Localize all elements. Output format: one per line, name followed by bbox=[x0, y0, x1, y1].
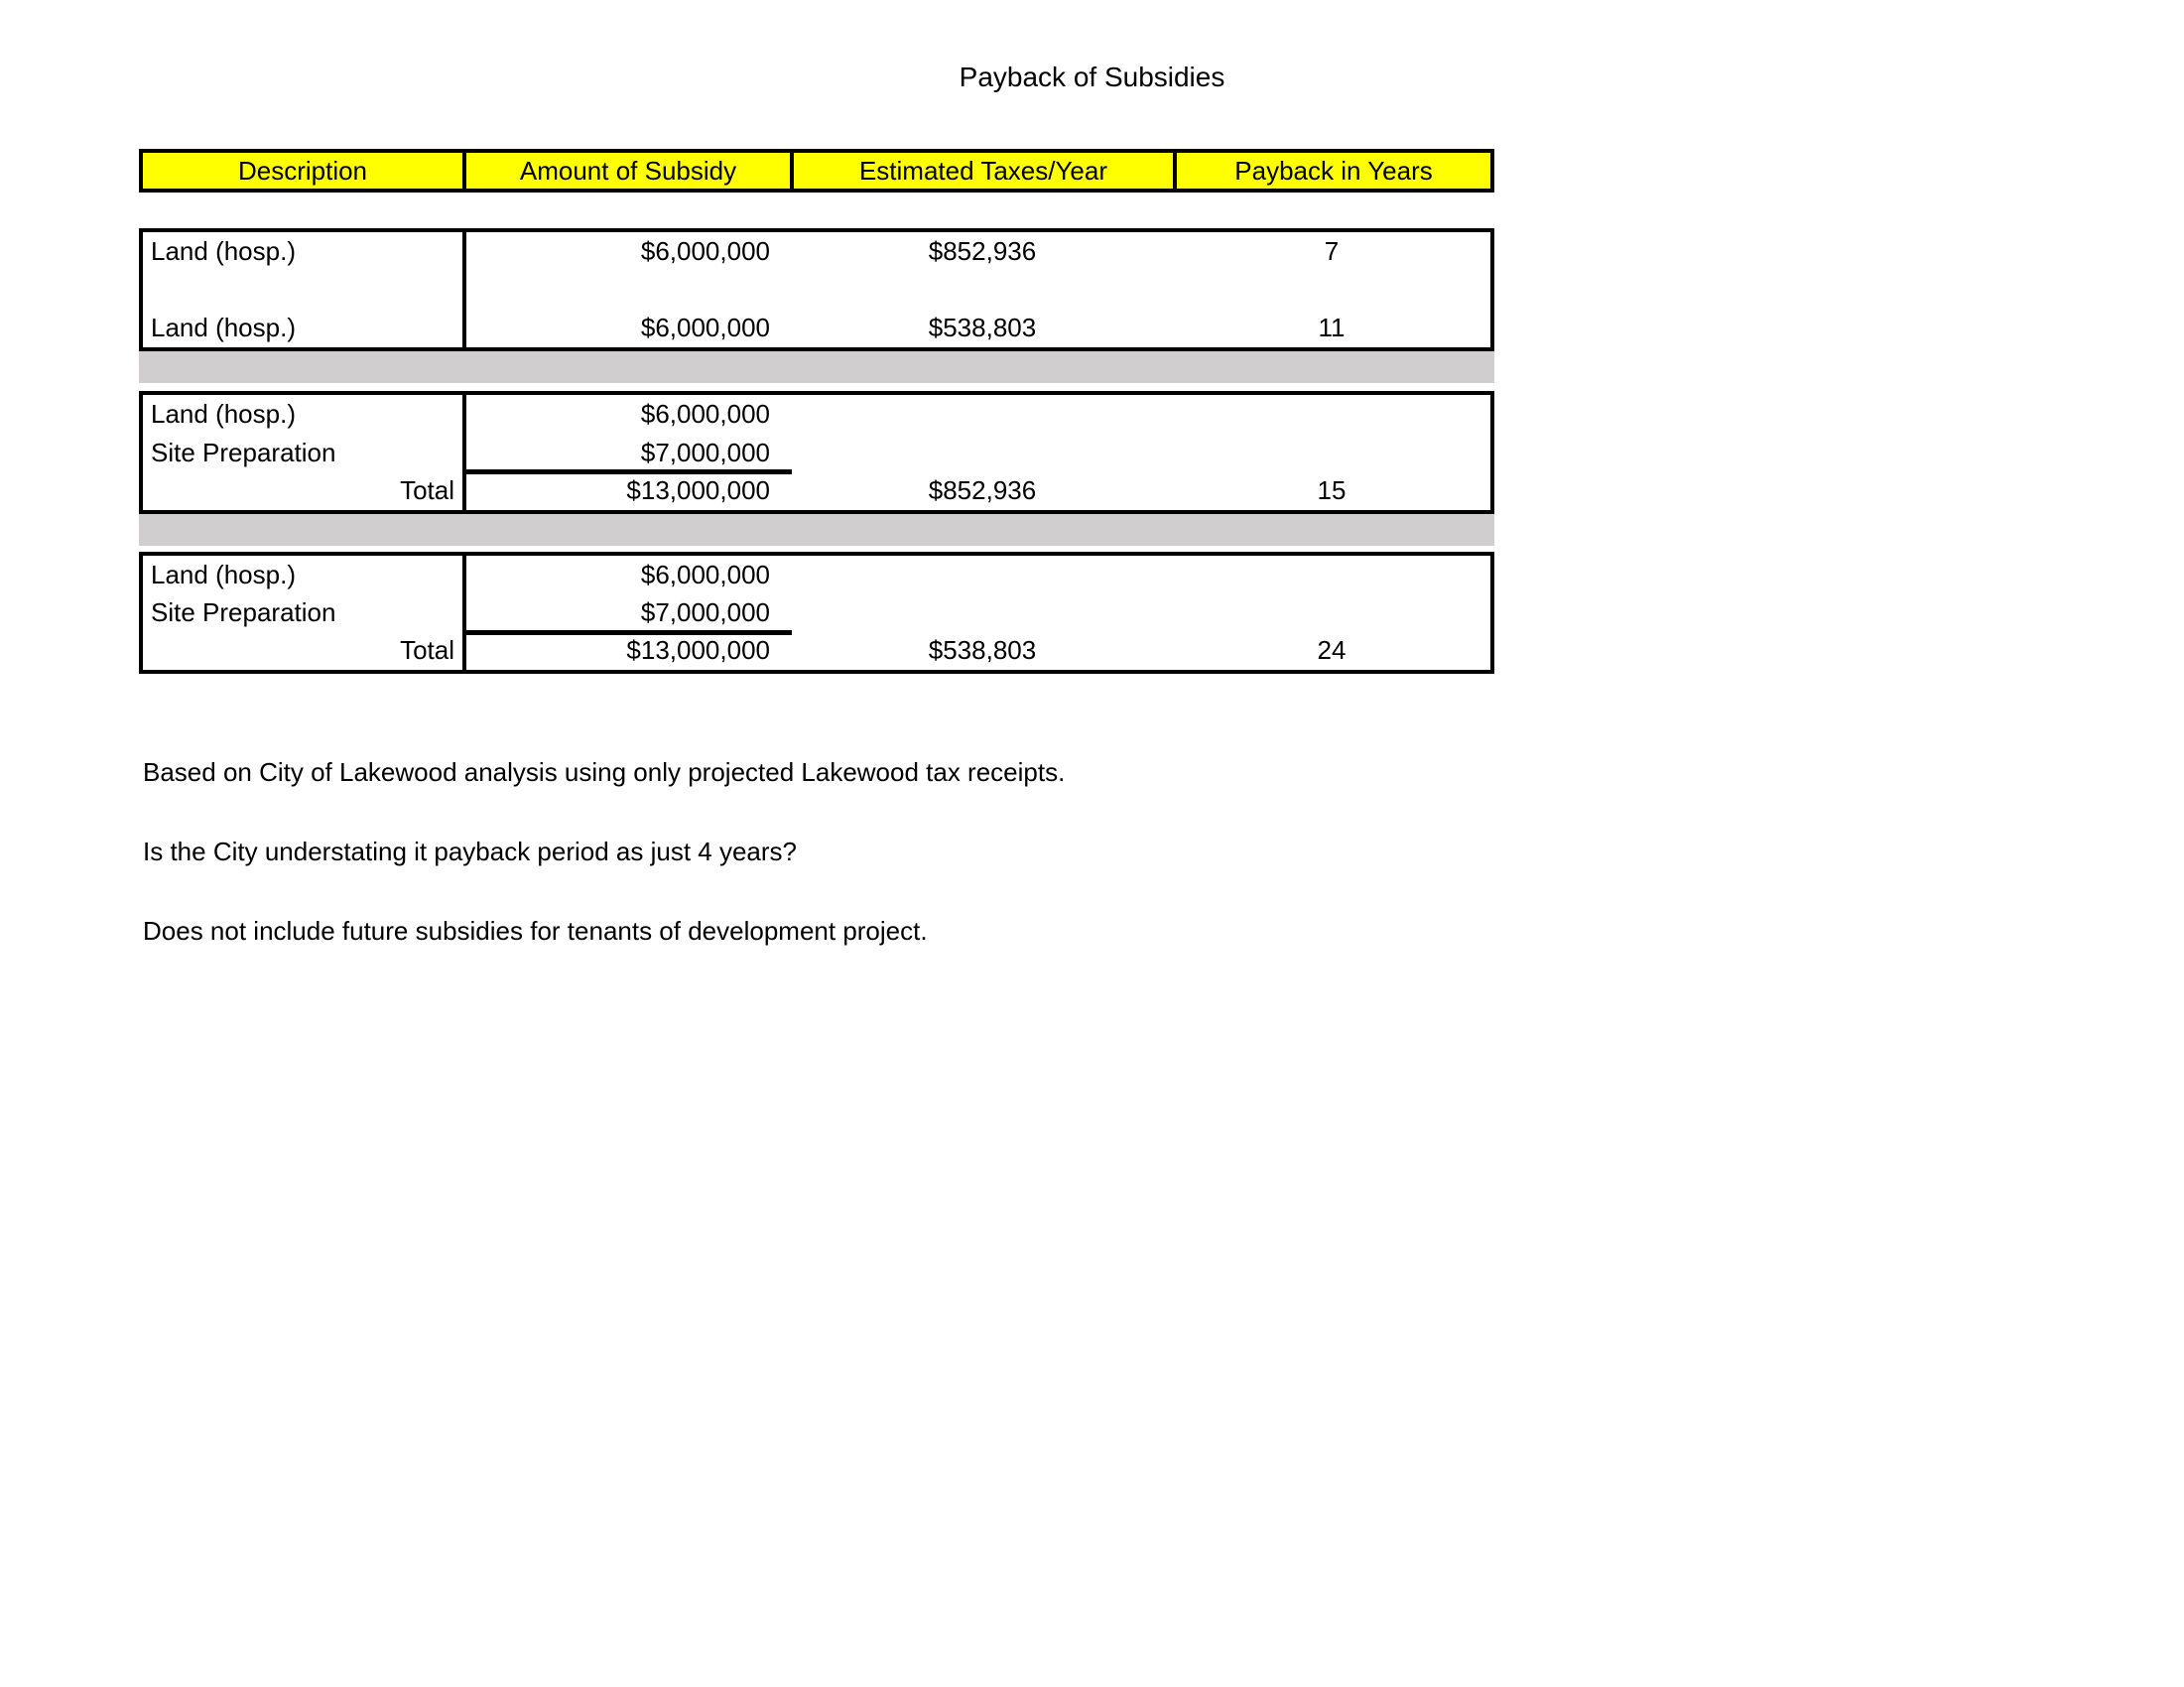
separator-bar bbox=[139, 514, 1494, 546]
sum-underline bbox=[466, 630, 792, 635]
cell-payback: 24 bbox=[1317, 635, 1347, 666]
cell-description: Land (hosp.) bbox=[151, 235, 296, 266]
table-row-total bbox=[143, 471, 1490, 510]
cell-total-label: Total bbox=[400, 635, 454, 666]
header-payback-in-years: Payback in Years bbox=[1173, 153, 1490, 189]
cell-description: Land (hosp.) bbox=[151, 313, 296, 343]
table-block-scenario-1 bbox=[139, 228, 1494, 351]
cell-subsidy-total: $13,000,000 bbox=[626, 475, 770, 506]
page-title: Payback of Subsidies bbox=[959, 62, 1225, 92]
cell-description: Site Preparation bbox=[151, 437, 336, 467]
cell-payback: 15 bbox=[1317, 475, 1347, 506]
table-block-scenario-3 bbox=[139, 552, 1494, 674]
note-analysis-source: Based on City of Lakewood analysis using only projected Lakewood tax receipts. bbox=[143, 757, 1066, 787]
note-understating-question: Is the City understating it payback period as just 4 years? bbox=[143, 837, 798, 866]
table-row bbox=[143, 232, 1490, 271]
cell-subsidy-total: $13,000,000 bbox=[626, 635, 770, 666]
cell-subsidy: $6,000,000 bbox=[640, 559, 770, 589]
table-row bbox=[143, 309, 1490, 347]
cell-subsidy: $7,000,000 bbox=[640, 437, 770, 467]
cell-subsidy: $6,000,000 bbox=[640, 235, 770, 266]
table-row-total bbox=[143, 632, 1490, 670]
cell-taxes: $852,936 bbox=[928, 475, 1037, 506]
table-row bbox=[143, 593, 1490, 631]
cell-subsidy: $6,000,000 bbox=[640, 313, 770, 343]
cell-payback: 11 bbox=[1318, 313, 1346, 343]
column-divider bbox=[462, 556, 466, 670]
table-header-row bbox=[139, 149, 1494, 193]
cell-subsidy: $7,000,000 bbox=[640, 596, 770, 627]
cell-total-label: Total bbox=[400, 475, 454, 506]
cell-taxes: $538,803 bbox=[928, 635, 1037, 666]
table-row-empty bbox=[143, 271, 1490, 310]
table-row bbox=[143, 556, 1490, 593]
sum-underline bbox=[466, 469, 792, 474]
cell-subsidy: $6,000,000 bbox=[640, 398, 770, 429]
header-estimated-taxes: Estimated Taxes/Year bbox=[790, 153, 1173, 189]
cell-description: Land (hosp.) bbox=[151, 559, 296, 589]
cell-payback: 7 bbox=[1324, 235, 1340, 266]
separator-bar bbox=[139, 351, 1494, 383]
table-row bbox=[143, 434, 1490, 472]
table-block-scenario-2 bbox=[139, 391, 1494, 514]
header-amount-of-subsidy: Amount of Subsidy bbox=[462, 153, 790, 189]
header-description: Description bbox=[237, 155, 368, 186]
column-divider bbox=[462, 395, 466, 510]
column-divider bbox=[462, 232, 466, 347]
cell-taxes: $538,803 bbox=[928, 313, 1037, 343]
cell-description: Land (hosp.) bbox=[151, 398, 296, 429]
note-future-subsidies: Does not include future subsidies for tenants of development project. bbox=[143, 916, 928, 946]
table-row bbox=[143, 395, 1490, 434]
cell-description: Site Preparation bbox=[151, 596, 336, 627]
cell-taxes: $852,936 bbox=[928, 235, 1037, 266]
